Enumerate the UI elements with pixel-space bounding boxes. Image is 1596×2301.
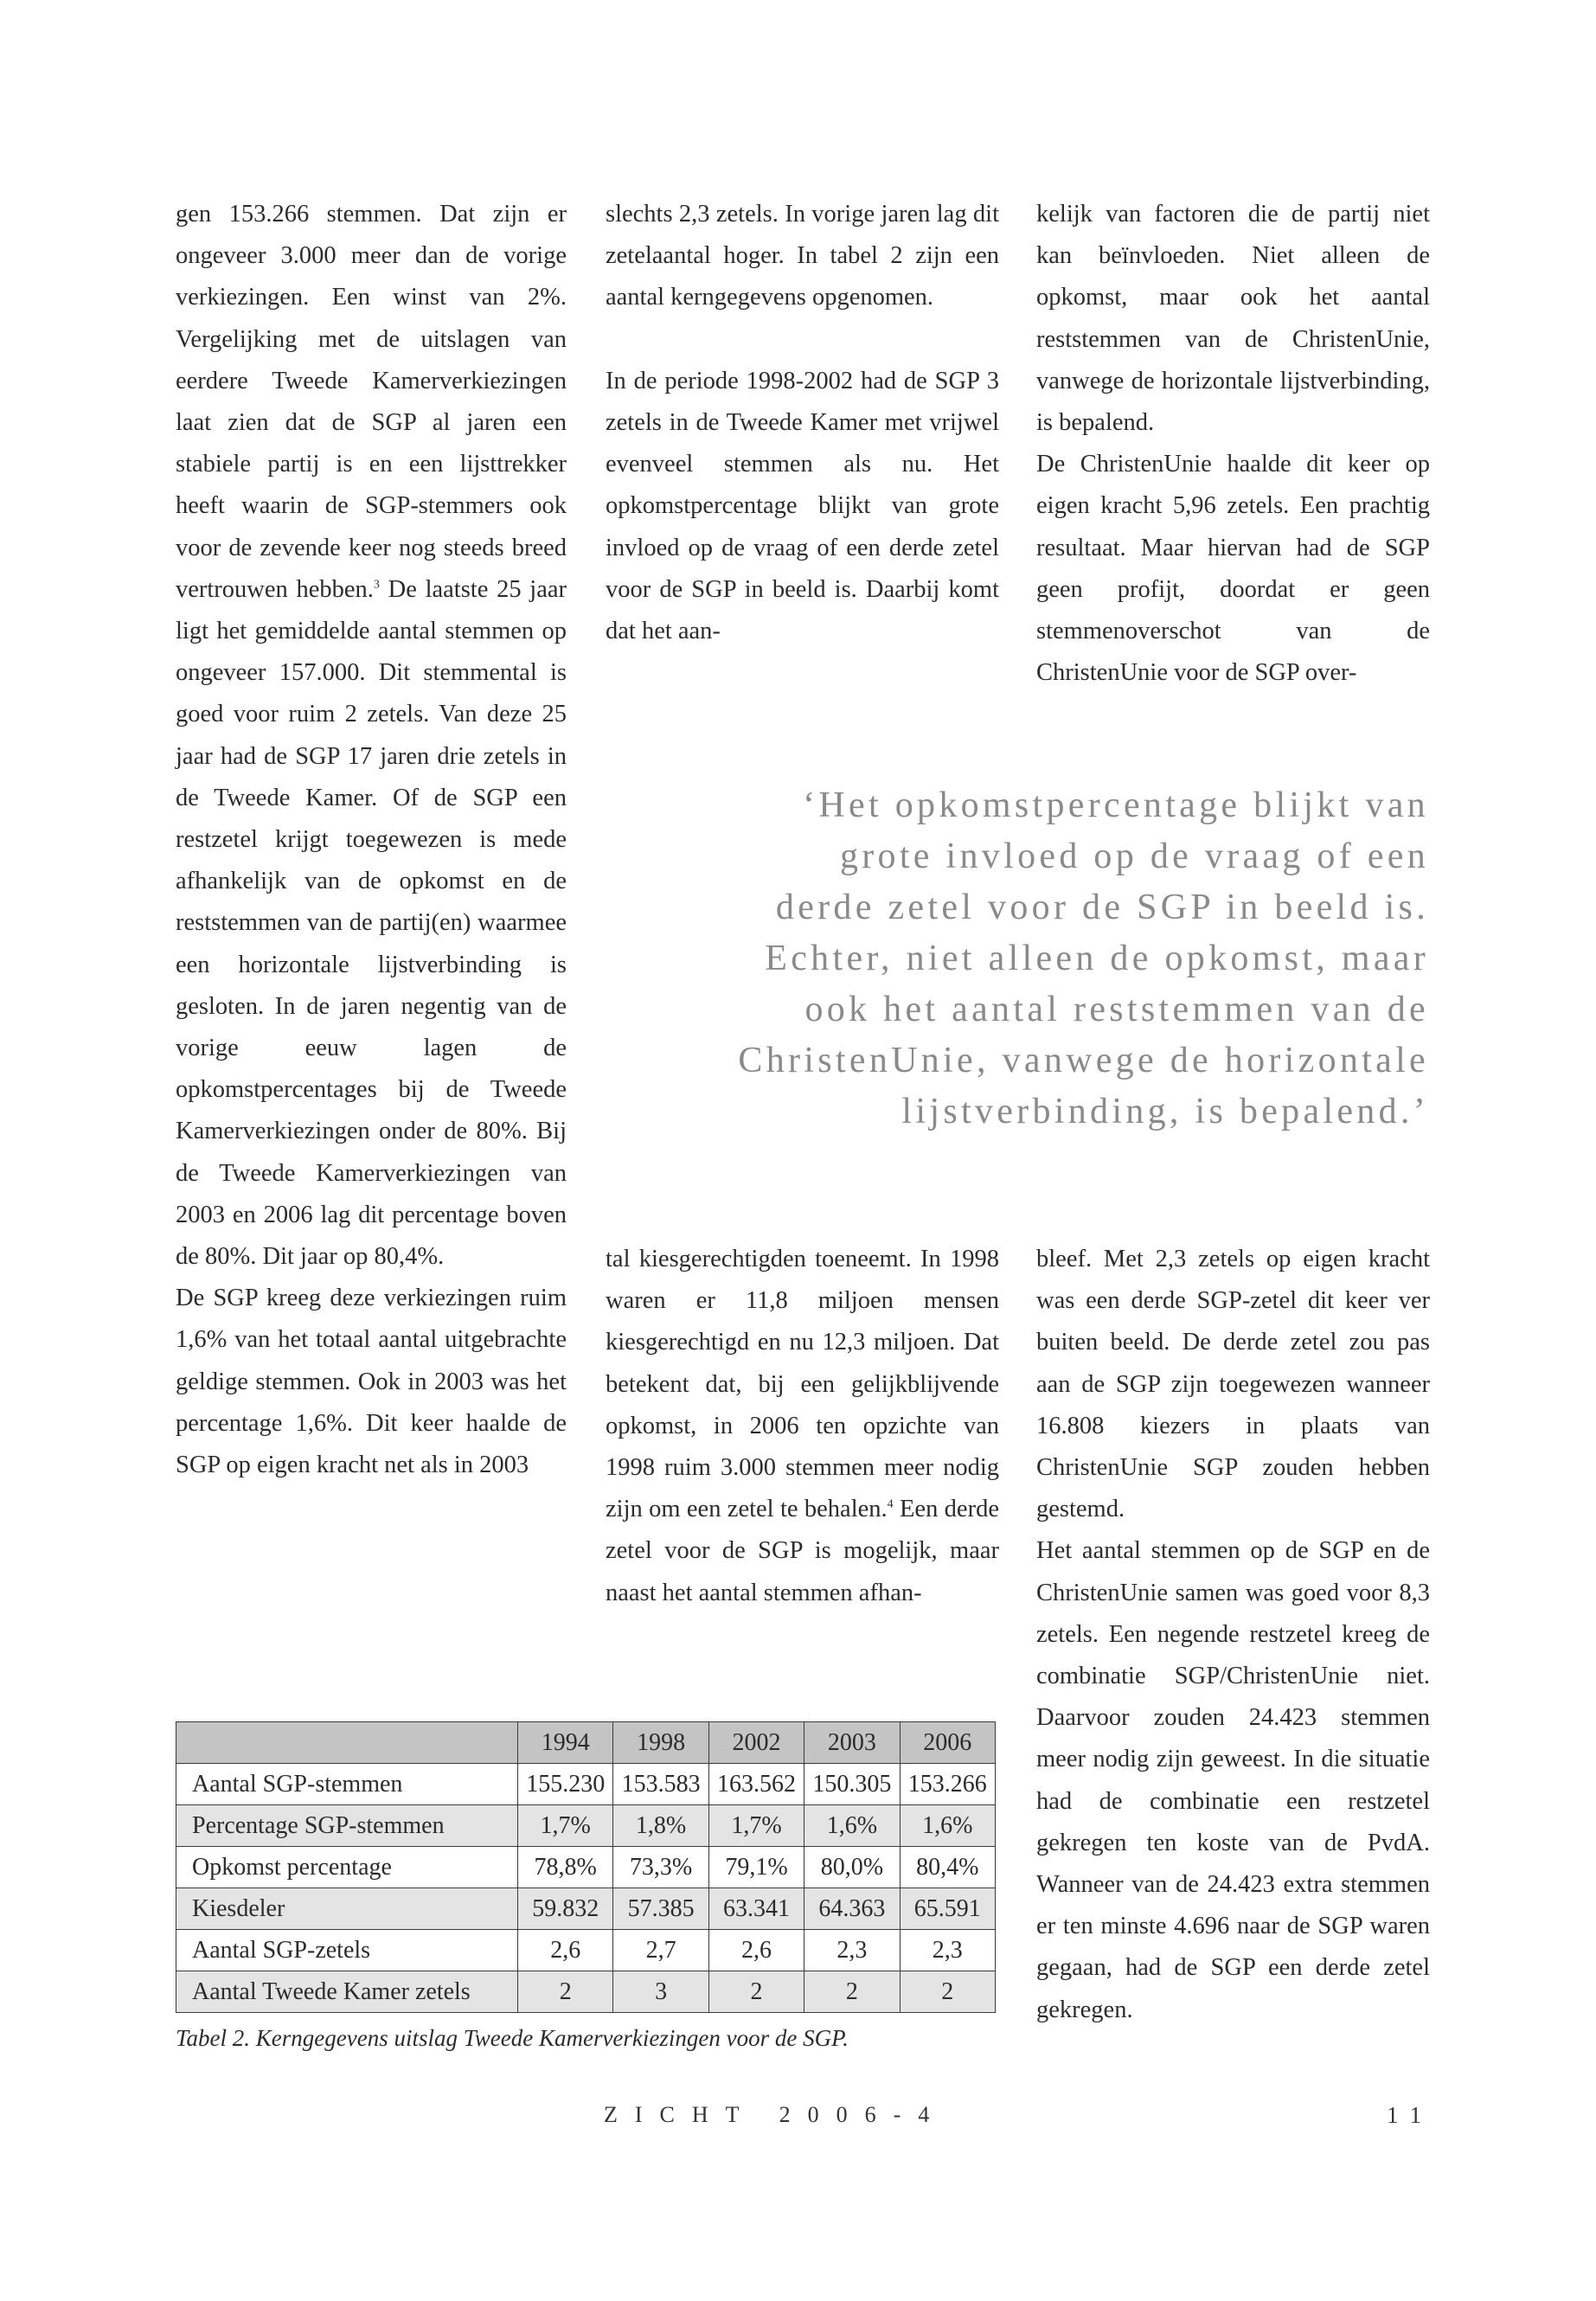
table-cell: 2,6 xyxy=(518,1930,613,1971)
election-data-table xyxy=(176,1721,996,2013)
pull-quote-line: Echter, niet alleen de opkomst, maar xyxy=(765,939,1429,978)
text-column-3-lower xyxy=(1036,1239,1430,2031)
year-header: 1998 xyxy=(613,1722,708,1764)
table-cell: 1,7% xyxy=(708,1805,804,1847)
pull-quote-line: ChristenUnie, vanwege de horizontale xyxy=(738,1041,1429,1080)
magazine-footer: ZICHT 2006-4 xyxy=(604,2102,947,2127)
paragraph: bleef. Met 2,3 zetels op eigen kracht was een derde SGP-zetel dit keer ver buiten beeld. De derde zetel zou pas aan de SGP zijn toegewezen wanneer 16.808 kiezers in plaats van ChristenUnie SGP zouden hebben gestemd. xyxy=(1036,1246,1430,1523)
table-cell: 1,6% xyxy=(804,1805,900,1847)
table-cell: 59.832 xyxy=(518,1888,613,1930)
row-label: Percentage SGP-stemmen xyxy=(176,1805,518,1847)
pull-quote-line: grote invloed op de vraag of een xyxy=(839,836,1429,876)
table-cell: 2 xyxy=(518,1971,613,2013)
table-cell: 2,7 xyxy=(613,1930,708,1971)
paragraph: tal kiesgerechtigden toeneemt. In 1998 waren er 11,8 miljoen mensen kiesgerechtigd en nu 12,3 miljoen. Dat betekent dat, bij een gelijkblijvende opkomst, in 2006 ten opzichte van 1998 ruim 3.000 stemmen meer nodig zijn om een zetel te behalen.$^4$ Een derde zetel voor de SGP is mogelijk, maar naast het aantal stemmen afhan- xyxy=(606,1246,999,1606)
table-caption: Tabel 2. Kerngegevens uitslag Tweede Kamerverkiezingen voor de SGP. xyxy=(176,2025,849,2051)
table-row xyxy=(176,1971,996,2013)
table-cell: 80,0% xyxy=(804,1847,900,1888)
row-label: Aantal SGP-zetels xyxy=(176,1930,518,1971)
table-row xyxy=(176,1764,996,1805)
table-cell: 163.562 xyxy=(708,1764,804,1805)
paragraph: Het aantal stemmen op de SGP en de ChristenUnie samen was goed voor 8,3 zetels. Een negende restzetel kreeg de combinatie SGP/ChristenUnie niet. Daarvoor zouden 24.423 stemmen meer nodig zijn geweest. In die situatie had de combinatie een restzetel gekregen ten koste van de PvdA. Wanneer van de 24.423 extra stemmen er ten minste 4.696 naar de SGP waren gegaan, had de SGP een derde zetel gekregen. xyxy=(1036,1537,1430,2023)
paragraph: De ChristenUnie haalde dit keer op eigen kracht 5,96 zetels. Een prachtig resultaat. Maar hiervan had de SGP geen profijt, doordat er geen stemmenoverschot van de ChristenUnie voor de SGP over- xyxy=(1036,451,1430,687)
table-cell: 155.230 xyxy=(518,1764,613,1805)
table-cell: 1,8% xyxy=(613,1805,708,1847)
pull-quote xyxy=(657,780,1429,1138)
table-cell: 3 xyxy=(613,1971,708,2013)
table-cell: 2,3 xyxy=(900,1930,995,1971)
table-cell: 64.363 xyxy=(804,1888,900,1930)
table-cell: 73,3% xyxy=(613,1847,708,1888)
text-column-1 xyxy=(176,194,567,1486)
year-header: 2003 xyxy=(804,1722,900,1764)
pull-quote-line: ‘Het opkomstpercentage blijkt van xyxy=(803,785,1429,825)
row-label: Kiesdeler xyxy=(176,1888,518,1930)
paragraph: kelijk van factoren die de partij niet kan beïnvloeden. Niet alleen de opkomst, maar ook het aantal reststemmen van de ChristenUnie, vanwege de horizontale lijstverbinding, is bepalend. xyxy=(1036,201,1430,437)
text-column-3 xyxy=(1036,194,1430,694)
table-cell: 63.341 xyxy=(708,1888,804,1930)
paragraph: De SGP kreeg deze verkiezingen ruim 1,6% van het totaal aantal uitgebrachte geldige stemmen. Ook in 2003 was het percentage 1,6%. Dit keer haalde de SGP op eigen kracht net als in 2003 xyxy=(176,1285,567,1479)
year-header: 1994 xyxy=(518,1722,613,1764)
page-number: 11 xyxy=(1387,2102,1433,2128)
table-row xyxy=(176,1888,996,1930)
pull-quote-line: derde zetel voor de SGP in beeld is. xyxy=(775,888,1429,927)
table-cell: 2 xyxy=(708,1971,804,2013)
footnote-marker: 3 xyxy=(373,578,380,592)
text-column-2-lower xyxy=(606,1239,999,1614)
table-cell: 2 xyxy=(804,1971,900,2013)
year-header: 2006 xyxy=(900,1722,995,1764)
table-cell: 78,8% xyxy=(518,1847,613,1888)
table-cell: 153.266 xyxy=(900,1764,995,1805)
table-corner-cell xyxy=(176,1722,518,1764)
paragraph: gen 153.266 stemmen. Dat zijn er ongeveer 3.000 meer dan de vorige verkiezingen. Een winst van 2%. Vergelijking met de uitslagen van eerdere Tweede Kamerverkiezingen laat zien dat de SGP al jaren een stabiele partij is en een lijsttrekker heeft waarin de SGP-stemmers ook voor de zevende keer nog steeds breed vertrouwen hebben.$^3$ De laatste 25 jaar ligt het gemiddelde aantal stemmen op ongeveer 157.000. Dit stemmental is goed voor ruim 2 zetels. Van deze 25 jaar had de SGP 17 jaren drie zetels in de Tweede Kamer. Of de SGP een restzetel krijgt toegewezen is mede afhankelijk van de opkomst en de reststemmen van de partij(en) waarmee een horizontale lijstverbinding is gesloten. In de jaren negentig van de vorige eeuw lagen de opkomstpercentages bij de Tweede Kamerverkiezingen onder de 80%. Bij de Tweede Kamerverkiezingen van 2003 en 2006 lag dit percentage boven de 80%. Dit jaar op 80,4%. xyxy=(176,201,567,1271)
table-row xyxy=(176,1847,996,1888)
table-cell: 65.591 xyxy=(900,1888,995,1930)
row-label: Aantal Tweede Kamer zetels xyxy=(176,1971,518,2013)
row-label: Opkomst percentage xyxy=(176,1847,518,1888)
row-label: Aantal SGP-stemmen xyxy=(176,1764,518,1805)
paragraph: In de periode 1998-2002 had de SGP 3 zetels in de Tweede Kamer met vrijwel evenveel stemmen als nu. Het opkomstpercentage blijkt van grote invloed op de vraag of een derde zetel voor de SGP in beeld is. Daarbij komt dat het aan- xyxy=(606,367,999,645)
table-cell: 150.305 xyxy=(804,1764,900,1805)
year-header: 2002 xyxy=(708,1722,804,1764)
table-cell: 1,7% xyxy=(518,1805,613,1847)
table-cell: 153.583 xyxy=(613,1764,708,1805)
pull-quote-line: ook het aantal reststemmen van de xyxy=(804,990,1429,1029)
text-column-2 xyxy=(606,194,999,652)
pull-quote-line: lijstverbinding, is bepalend.’ xyxy=(901,1092,1429,1131)
table-cell: 2,3 xyxy=(804,1930,900,1971)
table-row xyxy=(176,1805,996,1847)
paragraph: slechts 2,3 zetels. In vorige jaren lag dit zetelaantal hoger. In tabel 2 zijn een aantal kerngegevens opgenomen. xyxy=(606,201,999,311)
table-cell: 80,4% xyxy=(900,1847,995,1888)
table-cell: 2 xyxy=(900,1971,995,2013)
table-cell: 79,1% xyxy=(708,1847,804,1888)
table-cell: 2,6 xyxy=(708,1930,804,1971)
table-row xyxy=(176,1930,996,1971)
table-cell: 57.385 xyxy=(613,1888,708,1930)
table-cell: 1,6% xyxy=(900,1805,995,1847)
table-header-row xyxy=(176,1722,996,1764)
footnote-marker: 4 xyxy=(887,1497,894,1511)
